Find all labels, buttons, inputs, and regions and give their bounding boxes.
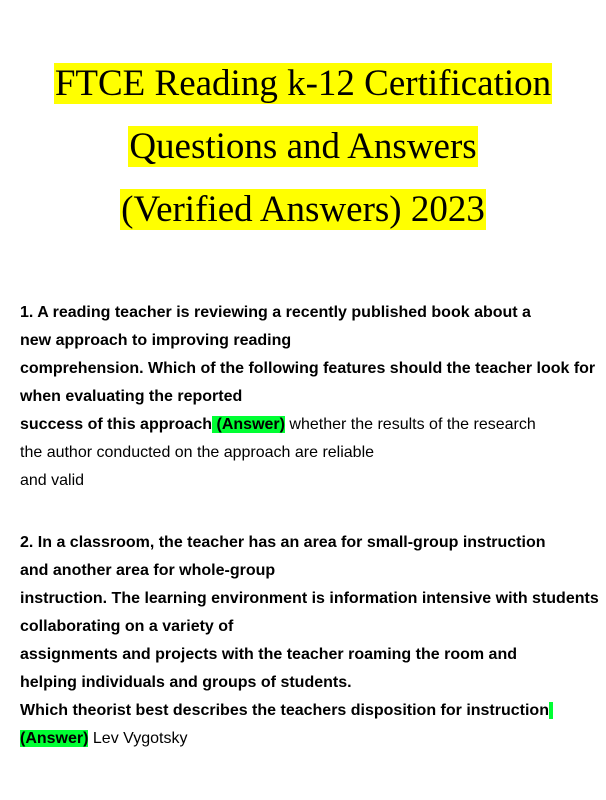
question-2-line-4: collaborating on a variety of [20,618,234,635]
question-2-answer-line-1: Lev Vygotsky [88,730,188,747]
question-1-answer-tag: (Answer) [212,416,285,433]
title-line-3: (Verified Answers) 2023 [121,189,485,230]
question-1-line-4: when evaluating the reported [20,388,243,405]
question-2-line-3: instruction. The learning environment is information intensive with students [20,590,599,607]
question-1 [20,299,600,495]
question-2-answer-tag: (Answer) [20,730,89,747]
question-2-line-2: and another area for whole-group [20,562,276,579]
question-2-line-5: assignments and projects with the teacher roaming the room and [20,646,517,663]
question-2-line-1: 2. In a classroom, the teacher has an area for small-group instruction [20,534,546,551]
question-2 [20,529,600,753]
document-title [0,52,606,241]
question-1-line-1: 1. A reading teacher is reviewing a recently published book about a [20,304,531,321]
title-line-1: FTCE Reading k-12 Certification [54,63,552,104]
question-2-line-6: helping individuals and groups of students. [20,674,352,691]
title-line-2: Questions and Answers [129,126,477,167]
questions-body [20,299,600,753]
question-1-answer-line-2: the author conducted on the approach are reliable [20,444,375,461]
question-1-line-3: comprehension. Which of the following features should the teacher look for [20,360,596,377]
question-1-answer-line-1: whether the results of the research [284,416,536,433]
question-2-answer-highlight [549,702,553,719]
question-1-line-5: success of this approach [20,416,213,433]
question-1-answer-line-3: and valid [20,472,85,489]
question-1-line-2: new approach to improving reading [20,332,292,349]
question-2-line-7: Which theorist best describes the teachers disposition for instruction [20,702,549,719]
